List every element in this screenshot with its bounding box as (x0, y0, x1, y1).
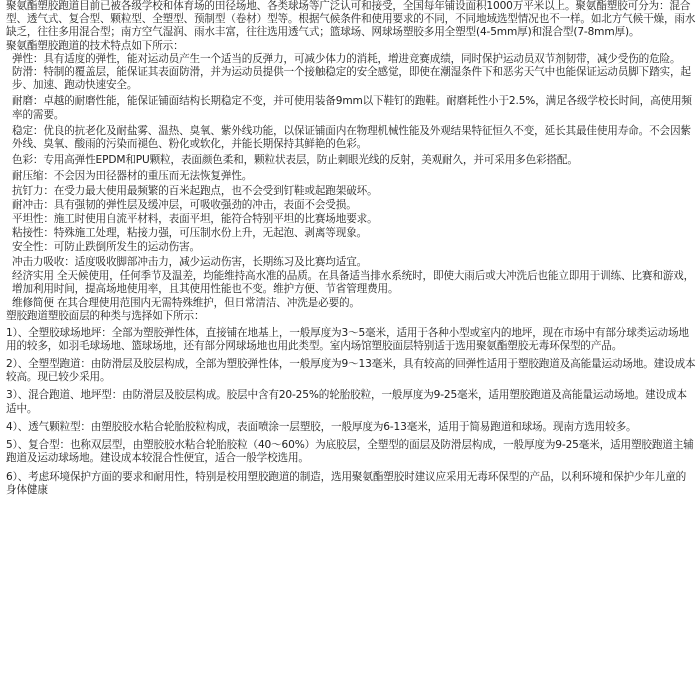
type-2-full-plastic-track: 2）、全塑型跑道：由防滑层及胶层构成，全部为塑胶弹性体，一般厚度为9～13毫米，具有较高的回弹性适用于塑胶跑道及高能量运动场地。建设成本较高。现已较少采用。 (6, 358, 696, 384)
intro-paragraph: 聚氨酯塑胶跑道目前已被各级学校和体育场的田径场地、各类球场等广泛认可和接受，全国每年铺设面积1000万平米以上。聚氨酯塑胶可分为：混合型、透气式、复合型、颗粒型、全塑型、预制型（卷材）型等。根据气候条件和使用要求的不同，不同地域选型情况也不一样。如北方气候干燥，雨水缺乏，往往多用混合型；南方空气湿润、雨水丰富，往往选用透气式；篮球场、网球场塑胶多用全塑型(4-5mm厚)和混合型(7-8mm厚)。 (6, 0, 696, 39)
feature-spike-resistance: 抗钉力：在受力最大使用最频繁的百米起跑点，也不会受到钉鞋或起跑架破坏。 (12, 184, 378, 197)
feature-color: 色彩：专用高弹性EPDM和PU颗粒，表面颜色柔和，颗粒状表层，防止刺眼光线的反射，美观耐久，并可采用多色彩搭配。 (12, 154, 578, 167)
feature-stability: 稳定：优良的抗老化及耐盐雾、温热、臭氧、紫外线功能，以保证铺面内在物理机械性能及外观结果特征恒久不变，延长其最佳使用寿命。不会因紫外线、臭氧、酸雨的污染而褪色、粉化或软化，并能长期保持其鲜艳的色彩。 (12, 124, 691, 151)
feature-wear-resistance: 耐磨：卓越的耐磨性能，能保证铺面结构长期稳定不变，并可使用装备9mm以下鞋钉的跑鞋。耐磨耗性小于2.5%，满足各级学校长时间，高使用频率的需要。 (12, 95, 692, 121)
surface-types-heading: 塑胶跑道塑胶面层的种类与选择如下所示： (6, 310, 205, 323)
type-3-mixed-track: 3）、混合跑道、地坪型：由防滑层及胶层构成。胶层中含有20-25%的轮胎胶粒，一般厚度为9-25毫米，适用塑胶跑道及高能量运动场地。建设成本适中。 (6, 389, 687, 415)
feature-economy: 经济实用 全天候使用，任何季节及温差，均能维持高水准的品质。在具备适当排水系统时，即使大雨后或大冲洗后也能立即用于训练、比赛和游戏，增加利用时间，提高场地使用率，且其使用性能也不变。维护方便、节省管理费用。 (12, 269, 695, 296)
feature-maintenance: 维修简便 在其合理使用范围内无需特殊维护，但日常清洁、冲洗是必要的。 (12, 297, 360, 310)
type-4-permeable-granule: 4）、透气颗粒型：由塑胶胶水粘合轮胎胶粒构成，表面喷涂一层塑胶，一般厚度为6-13毫米，适用于简易跑道和球场。现南方选用较多。 (6, 420, 637, 433)
type-5-composite: 5）、复合型：也称双层型，由塑胶胶水粘合轮胎胶粒（40～60%）为底胶层，全塑型的面层及防滑层构成，一般厚度为9-25毫米，适用塑胶跑道主辅跑道及运动球场地。建设成本较混合性便宜，适合一般学校选用。 (6, 439, 694, 465)
feature-compression: 耐压缩：不会因为田径器材的重压而无法恢复弹性。 (12, 170, 253, 183)
type-1-full-plastic-floor: 1）、全塑胶球场地坪：全部为塑胶弹性体，直接铺在地基上，一般厚度为3～5毫米，适用于各种小型或室内的地坪，现在市场中有部分球类运动场地用的较多，如羽毛球场地、篮球场地，还有部分网球场地也用此类型。室内场馆塑胶面层特别适于选用聚氨酯塑胶无毒环保型的产品。 (6, 326, 689, 352)
feature-impact-absorption: 冲击力吸收：适度吸收脚部冲击力，减少运动伤害，长期练习及比赛均适宜。 (12, 255, 368, 268)
feature-safety: 安全性：可防止跌倒所发生的运动伤害。 (12, 241, 200, 254)
feature-impact-resistance: 耐冲击：具有强韧的弹性层及缓冲层，可吸收强劲的冲击，表面不会受损。 (12, 198, 357, 211)
type-6-eco-note: 6）、考虑环境保护方面的要求和耐用性，特别是校用塑胶跑道的制造，选用聚氨酯塑胶时建议应采用无毒环保型的产品，以利环境和保护少年儿童的身体健康 (6, 470, 687, 496)
feature-antislip: 防滑：特制的覆盖层，能保证其表面防滑，并为运动员提供一个接触稳定的安全感觉，即使在潮湿条件下和恶劣天气中也能保证运动员脚下踏实，起步、加速、跑动快速安全。 (12, 66, 691, 92)
tech-features-heading: 聚氨酯塑胶跑道的技术特点如下所示： (6, 39, 184, 52)
feature-elasticity: 弹性：具有适度的弹性，能对运动员产生一个适当的反弹力，可减少体力的消耗，增进竞赛成绩，同时保护运动员双节剂韧带，减少受伤的危险。 (12, 52, 681, 65)
feature-adhesion: 粘接性：特殊施工处理，粘接力强，可压制水份上升，无起泡、剥离等现象。 (12, 227, 368, 240)
feature-flatness: 平坦性：施工时使用自流平材料，表面平坦，能符合特别平坦的比赛场地要求。 (12, 213, 378, 226)
